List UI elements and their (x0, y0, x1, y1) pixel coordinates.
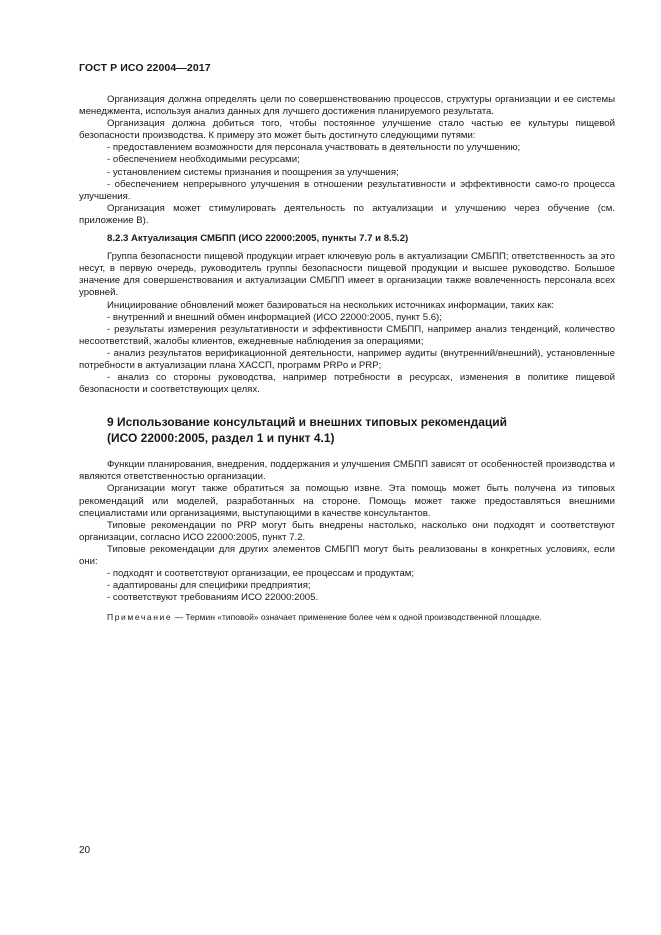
list-item: - внутренний и внешний обмен информацией (ИСО 22000:2005, пункт 5.6); (107, 311, 442, 323)
paragraph: Организация должна добиться того, чтобы постоянное улучшение стало частью ее культуры пищевой безопасности производства. К примеру это может быть достигнуто следующими путями: (79, 118, 615, 142)
paragraph: Инициирование обновлений может базироваться на нескольких источниках информации, таких как: (107, 299, 554, 311)
list-item: - обеспечением необходимыми ресурсами; (107, 154, 300, 166)
note (79, 612, 615, 623)
paragraph: Группа безопасности пищевой продукции играет ключевую роль в актуализации СМБПП; ответственность за это несут, в первую очередь, руководитель группы безопасности пищевой продукции и высшее руководство. Большое значение для совершенствования и актуализации СМБПП имеет в организации также вовлеченность персонала всех уровней. (79, 251, 615, 299)
section-heading-line: (ИСО 22000:2005, раздел 1 и пункт 4.1) (107, 431, 335, 446)
note-label: Примечание (107, 612, 173, 623)
document-header: ГОСТ Р ИСО 22004—2017 (79, 62, 211, 74)
section-heading-9 (107, 414, 615, 446)
list-item: - анализ со стороны руководства, например потребности в ресурсах, изменения в политике пищевой безопасности и соответствующих целях. (79, 372, 615, 396)
page-number: 20 (79, 845, 91, 856)
list-item: - результаты измерения результативности и эффективности СМБПП, например анализ тенденций, количество несоответствий, жалобы клиентов, ежедневные наблюдения за операциями; (79, 323, 615, 347)
paragraph: Функции планирования, внедрения, поддержания и улучшения СМБПП зависят от особенностей производства и являются ответственностью организации. (79, 459, 615, 483)
list-item: - анализ результатов верификационной деятельности, например аудиты (внутренний/внешний), установленные потребности в актуализации плана ХАССП, программ PRPо и PRP; (79, 347, 615, 371)
paragraph: Организации могут также обратиться за помощью извне. Эта помощь может быть получена из типовых рекомендаций или моделей, разработанных на стороне. Помощь может также предоставляться внешними специалистами или организациями, выступающими в качестве консультантов. (79, 483, 615, 519)
list-item: - соответствуют требованиям ИСО 22000:2005. (107, 592, 319, 604)
list-item: - подходят и соответствуют организации, ее процессам и продуктам; (107, 568, 415, 580)
list-item: - обеспечением непрерывного улучшения в отношении результативности и эффективности само-го процесса улучшения. (79, 178, 615, 202)
paragraph: Типовые рекомендации по PRP могут быть внедрены настолько, насколько они подходят и соответствуют организации, согласно ИСО 22000:2005, пункт 7.2. (79, 519, 615, 543)
paragraph: Типовые рекомендации для других элементов СМБПП могут быть реализованы в конкретных условиях, если они: (79, 543, 615, 567)
section-heading-line: 9 Использование консультаций и внешних типовых рекомендаций (107, 415, 508, 430)
paragraph: Организация должна определять цели по совершенствованию процессов, структуры организации и ее системы менеджмента, используя анализ данных для лучшего достижения планируемого результата. (79, 94, 615, 118)
list-item: - адаптированы для специфики предприятия; (107, 580, 311, 592)
document-body (79, 94, 615, 623)
note-text: — Термин «типовой» означает применение более чем к одной производственной площадке. (172, 612, 542, 623)
paragraph: Организация может стимулировать деятельность по актуализации и улучшению через обучение (см. приложение В). (79, 202, 615, 226)
subsection-heading-8-2-3: 8.2.3 Актуализация СМБПП (ИСО 22000:2005, пункты 7.7 и 8.5.2) (107, 233, 409, 245)
list-item: - установлением системы признания и поощрения за улучшения; (107, 166, 399, 178)
list-item: - предоставлением возможности для персонала участвовать в деятельности по улучшению; (107, 142, 521, 154)
